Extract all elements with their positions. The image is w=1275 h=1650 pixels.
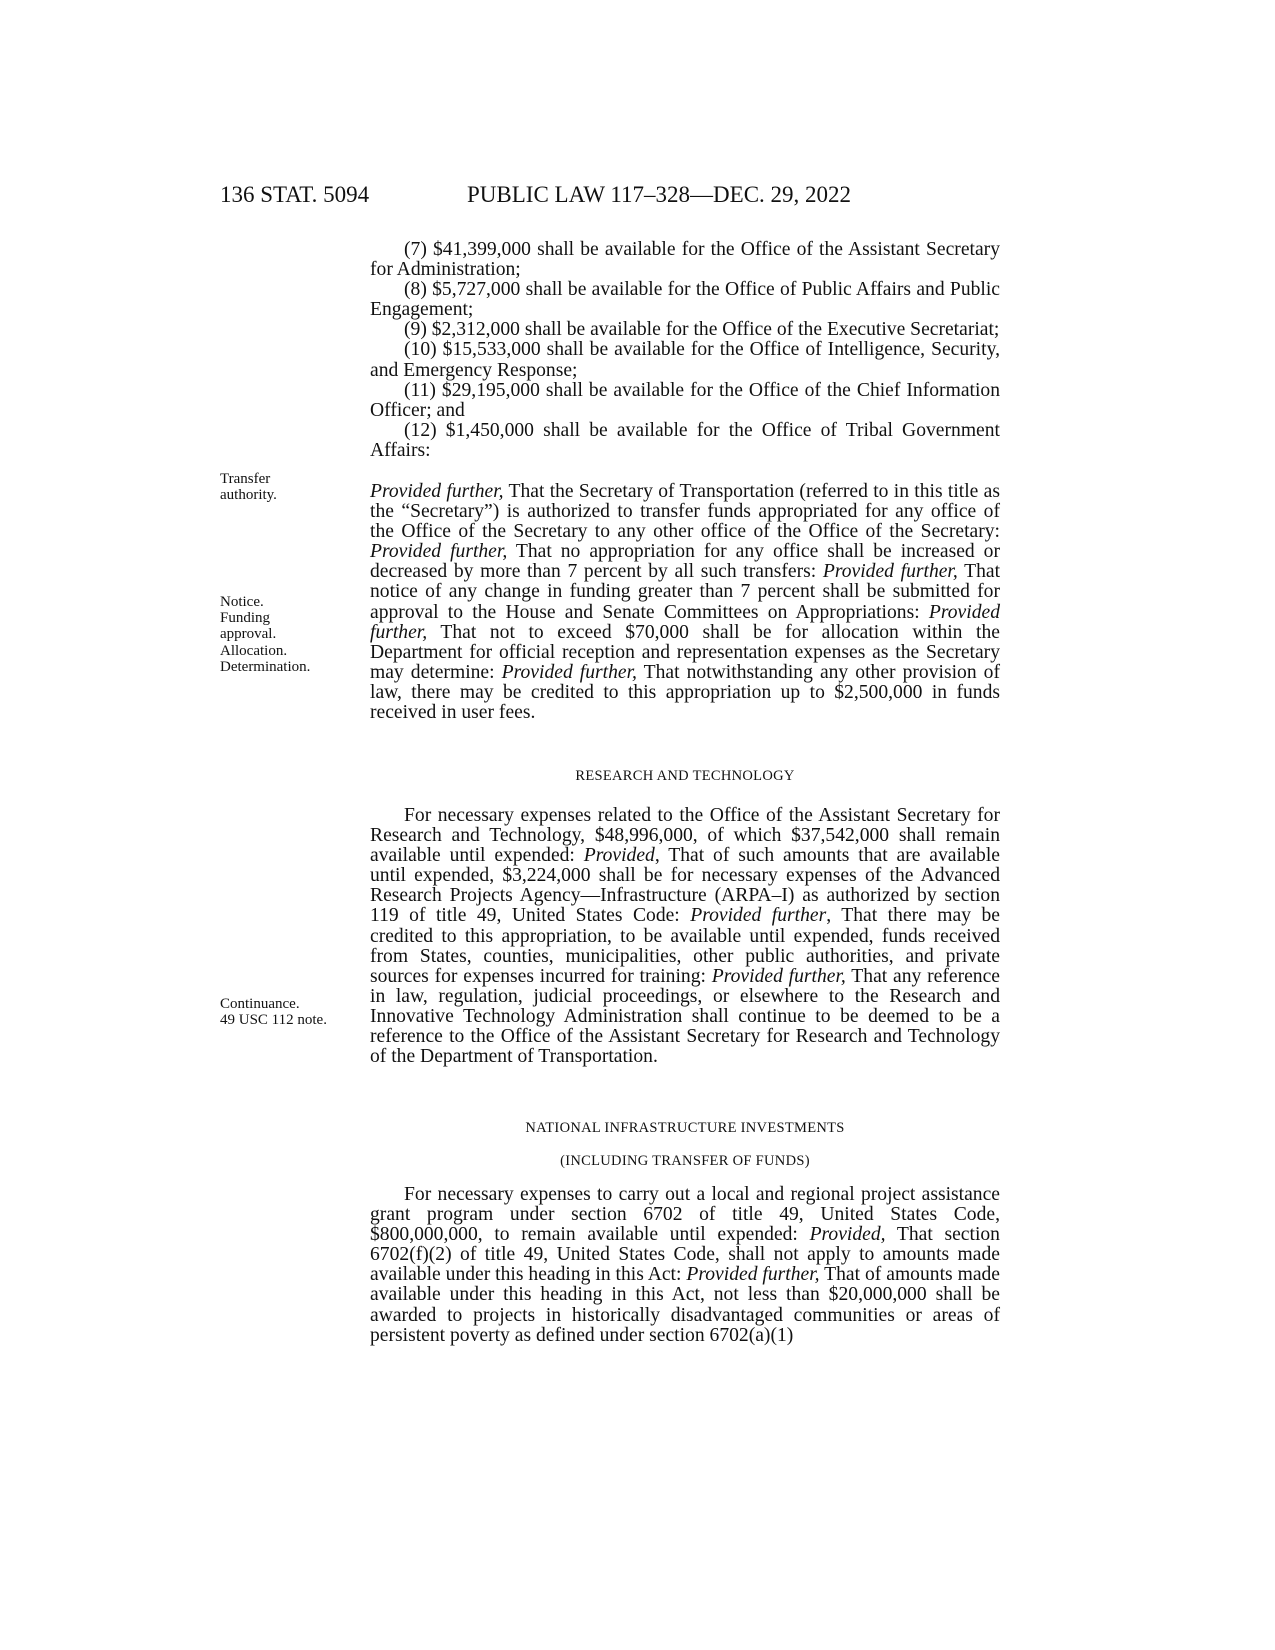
section-heading: NATIONAL INFRASTRUCTURE INVESTMENTS	[525, 1120, 845, 1136]
provisos-paragraph	[370, 482, 1000, 723]
text-run: That no appropriation for any office shall be increased or decreased by more than 7 percent by all such transfers:	[370, 541, 1000, 583]
infrastructure-paragraph	[370, 1185, 1000, 1346]
proviso-label: Provided further,	[501, 661, 637, 683]
text-run: , That of such amounts that are available until expended, $3,224,000 shall be for necessary expenses of the Advanced Research Projects Agency—Infrastructure (ARPA–I) as authorized by section 119 of title 49, United States Code:	[370, 845, 1000, 927]
proviso-label: Provided	[583, 845, 655, 867]
page-stat-citation: 136 STAT. 5094	[220, 182, 370, 207]
text-run: That of amounts made available under this heading in this Act, not less than $20,000,000 shall be awarded to projects in historically disadvantaged communities or areas of persistent poverty as defined under section 6702(a)(1)	[370, 1264, 1001, 1346]
margin-note-line: authority.	[220, 487, 277, 504]
proviso-label: Provided further,	[370, 541, 508, 563]
section-subheading: (INCLUDING TRANSFER OF FUNDS)	[560, 1153, 810, 1169]
margin-note-continuance	[220, 996, 355, 1028]
paragraph-text	[370, 1185, 1000, 1346]
margin-note-line: Transfer	[220, 471, 271, 487]
text-run: That the Secretary of Transportation (referred to in this title as the “Secretary”) is authorized to transfer funds appropriated for any office of the Office of the Secretary to any other office of the Office of the Secretary:	[370, 481, 1000, 543]
margin-note-line: Notice.	[220, 594, 264, 610]
list-item: (11) $29,195,000 shall be available for the Office of the Chief Information Officer; and	[370, 379, 1000, 421]
margin-note-line: 49 USC 112 note.	[220, 1012, 327, 1029]
text-run: That not to exceed $70,000 shall be for allocation within the Department for official reception and representation expenses as the Secretary may determine:	[370, 621, 1000, 683]
text-run: , That there may be credited to this appropriation, to be available until expended, funds received from States, counties, municipalities, other public authorities, and private sources for expenses incurred for training:	[370, 905, 1000, 987]
margin-note-notice	[220, 594, 355, 675]
text-run: That notice of any change in funding greater than 7 percent shall be submitted for approval to the House and Senate Committees on Appropriations:	[370, 561, 1001, 623]
research-paragraph	[370, 806, 1000, 1067]
margin-note-line: Funding	[220, 610, 271, 627]
text-run: For necessary expenses related to the Office of the Assistant Secretary for Research and Technology, $48,996,000, of which $37,542,000 shall remain available until expended:	[370, 805, 1000, 867]
list-item: (9) $2,312,000 shall be available for the Office of the Executive Secretariat;	[404, 319, 1000, 341]
paragraph-text	[370, 806, 1000, 1067]
proviso-label: Provided further,	[370, 601, 1000, 643]
margin-note-line: Determination.	[220, 658, 311, 675]
list-item: (10) $15,533,000 shall be available for the Office of Intelligence, Security, and Emergency Response;	[370, 339, 1000, 381]
appropriation-list	[370, 240, 1000, 461]
text-run: That any reference in law, regulation, judicial proceedings, or elsewhere to the Research and Innovative Technology Administration shall continue to be deemed to be a reference to the Office of the Assistant Secretary for Research and Technology of the Department of Transportation.	[370, 965, 1000, 1068]
text-run: That notwithstanding any other provision of law, there may be credited to this appropriation up to $2,500,000 in funds received in user fees.	[370, 661, 1001, 724]
margin-note-line: approval.	[220, 626, 277, 643]
proviso-label: Provided,	[809, 1224, 886, 1246]
margin-note-transfer	[220, 471, 355, 503]
proviso-label: Provided further,	[711, 965, 846, 987]
proviso-label: Provided further,	[370, 481, 504, 502]
page-header-title: PUBLIC LAW 117–328—DEC. 29, 2022	[467, 182, 852, 207]
paragraph-text	[370, 482, 1000, 723]
margin-note-line: Continuance.	[220, 996, 300, 1012]
section-heading: RESEARCH AND TECHNOLOGY	[575, 768, 795, 784]
list-item: (7) $41,399,000 shall be available for the Office of the Assistant Secretary for Administration;	[370, 239, 1000, 281]
margin-note-line: Allocation.	[220, 642, 288, 659]
list-item: (12) $1,450,000 shall be available for the Office of Tribal Government Affairs:	[370, 419, 1000, 461]
text-run: For necessary expenses to carry out a local and regional project assistance grant program under section 6702 of title 49, United States Code, $800,000,000, to remain available until expended:	[370, 1184, 1000, 1246]
list-item: (8) $5,727,000 shall be available for the Office of Public Affairs and Public Engagement;	[370, 279, 1000, 321]
proviso-label: Provided further	[690, 905, 827, 927]
proviso-label: Provided further,	[822, 561, 958, 583]
proviso-label: Provided further,	[686, 1264, 820, 1286]
text-run: That section 6702(f)(2) of title 49, United States Code, shall not apply to amounts made available under this heading in this Act:	[370, 1224, 1000, 1286]
